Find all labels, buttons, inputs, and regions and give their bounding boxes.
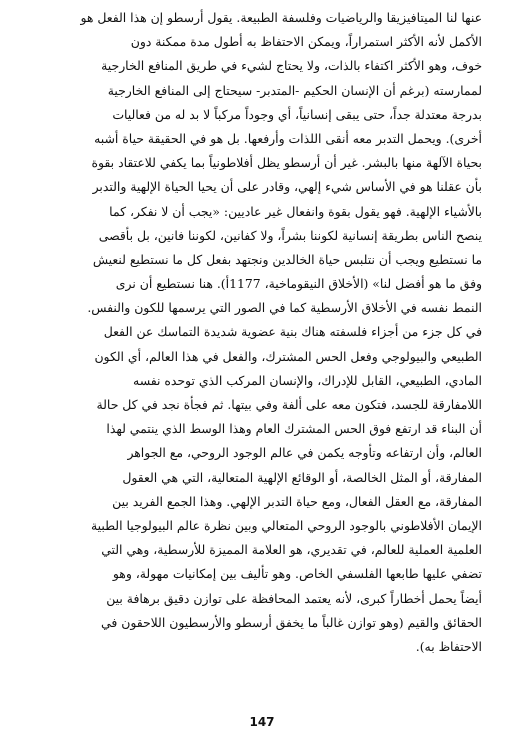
- page-number: 147: [249, 715, 275, 729]
- body-text: [42, 6, 482, 659]
- text-line: المفارقة، أو المثل الخالصة، أو الوقائع الإلهية المتعالية، التي هي العقول: [122, 469, 482, 485]
- text-line: عنها لنا الميتافيزيقا والرياضيات وفلسفة الطبيعة. يقول أرسطو إن هذا الفعل هو: [80, 10, 482, 25]
- text-line: المفارقة، مع العقل الفعال، ومع حياة التدبر الإلهي. وهذا الجمع الفريد بين: [112, 493, 482, 509]
- text-line: لممارسته (برغم أن الإنسان الحكيم -المتدبر- سيحتاج إلى المنافع الخارجية: [107, 82, 482, 98]
- text-line: تضفي عليها طابعها الفلسفي الخاص. وهو تأليف بين إمكانيات مهولة، وهو: [112, 566, 482, 582]
- text-line: في كل جزء من أجزاء فلسفته هناك بنية عضوية شديدة التماسك عن الفعل: [103, 324, 482, 340]
- text-line: أخرى). ويحمل التدبر معه أنقى اللذات وأرفعها. بل هو في الحقيقة حياة أشبه: [94, 130, 482, 146]
- text-line: بحياة الآلهة منها بالبشر. غير أن أرسطو يظل أفلاطونياً بما يكفي للاعتقاد بقوة: [91, 155, 482, 171]
- text-line: النمط نفسه في الأخلاق الأرسطية كما في الصور التي يرسمها للكون والنفس.: [87, 300, 482, 316]
- text-line: الإيمان الأفلاطوني بالوجود الروحي المتعالي وبين نظرة عالم البيولوجيا الطبية: [91, 517, 482, 533]
- text-line: بدرجة معتدلة جداً، حتى يبقى إنسانياً، أي وجوداً مركباً لا بد له من فعاليات: [112, 106, 482, 122]
- text-line: الحقائق والقيم (وهو توازن غالباً ما يخفق أرسطو والأرسطيون اللاحقون في: [101, 614, 482, 630]
- text-line: الاحتفاظ به).: [415, 638, 482, 654]
- text-line: بالأشياء الإلهية. فهو يقول بقوة وانفعال غير عاديين: «يجب أن لا نفكر، كما: [109, 203, 482, 219]
- text-line: الطبيعي والبيولوجي وفعل الحس المشترك، والفعل في هذا العالم، أي الكون: [94, 348, 482, 364]
- text-line: ما نستطيع ويجب أن نتلبس حياة الخالدين ونجتهد بفعل كل ما نستطيع لنعيش: [92, 251, 482, 267]
- text-line: العالم، وأن ارتفاعه وتأوجه يكمن في عالم الوجود الروحي، مع الجواهر: [127, 445, 482, 461]
- text-line: أيضاً يحمل أخطاراً كبرى، لأنه يعتمد المحافظة على توازن دقيق برهافة بين: [106, 590, 482, 606]
- text-line: خوف، وهو الأكثر اكتفاء بالذات، ولا يحتاج لشيء في طريق المنافع الخارجية: [101, 58, 482, 74]
- text-line: المادي، الطبيعي، القابل للإدراك، والإنسان المركب الذي توحده نفسه: [133, 372, 482, 388]
- text-line: أن البناء قد ارتفع فوق الحس المشترك العام وهذا الوسط الذي ينتمي لهذا: [106, 421, 482, 437]
- text-line: وفق ما هو أفضل لنا» (الأخلاق النيقوماخية، 1177أ). هنا نستطيع أن نرى: [115, 276, 482, 292]
- text-line: ينصح الناس بطريقة إنسانية لكوننا بشراً، ولا كفانين، لكوننا فانين، بل بأقصى: [98, 227, 482, 243]
- text-line: بأن عقلنا هو في الأساس شيء إلهي، وقادر على أن يحيا الحياة الإلهية والتدبر: [92, 179, 482, 195]
- text-line: العلمية العملية للعالم، في تقديري، هو العلامة المميزة للأرسطية، وهي التي: [101, 542, 482, 558]
- text-line: اللامفارقة للجسد، فتكون معه على ألفة وفي بيتها. ثم فجأة نجد في كل حالة: [96, 397, 482, 412]
- text-line: الأكمل لأنه الأكثر استمراراً، ويمكن الاحتفاظ به أطول مدة ممكنة دون: [130, 34, 482, 50]
